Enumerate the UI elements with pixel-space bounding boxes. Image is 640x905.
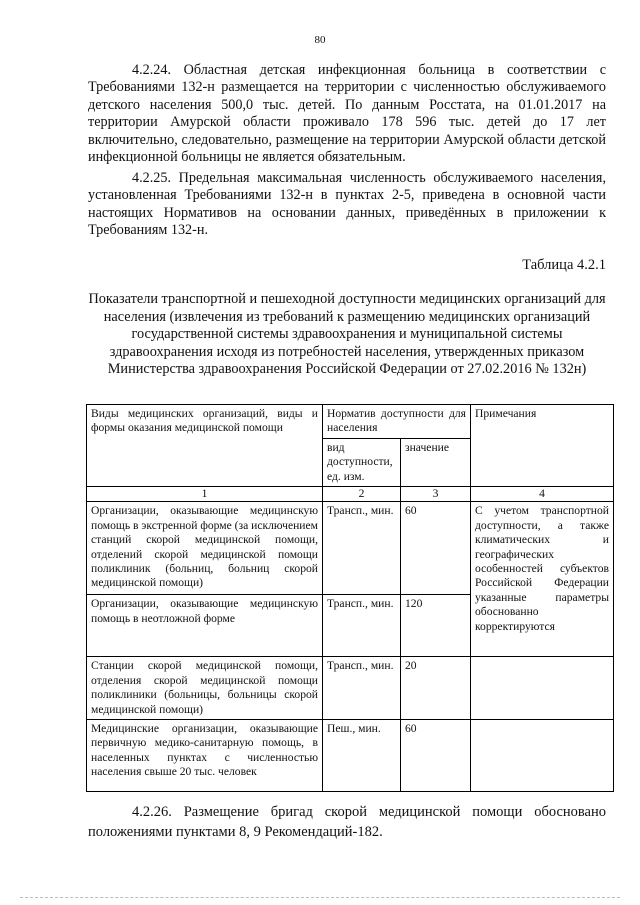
paragraph-text: 4.2.25. Предельная максимальная численность обслуживаемого населения, установленная Требованиями 132-н в пунктах 2-5, приведена в основной части настоящих Нормативов на основании данных, приведённых в приложении к Требованиям 132-н.: [88, 170, 606, 239]
header-norm: Норматив доступности для населения: [323, 405, 471, 439]
paragraph-text: 4.2.24. Областная детская инфекционная больница в соответствии с Требованиями 132-н размещается на территории с численностью обслуживаемого детского населения 500,0 тыс. детей. По данным Росстата, на 01.01.2017 на территории Амурской области проживало 178 596 тыс. детей до 17 лет включительно, следовательно, размещение на территории Амурской области детской инфекционной больницы не является обязательным.: [88, 62, 606, 166]
access-type-cell: Трансп., мин.: [323, 502, 401, 595]
accessibility-norms-table: [86, 404, 614, 792]
access-type-cell: Пеш., мин.: [323, 720, 401, 792]
paragraph-4-2-26: [88, 802, 606, 842]
table-title: Показатели транспортной и пешеходной доступности медицинских организаций для населения (извлечения из требований к размещению медицинских организаций государственной системы здравоохранения и муниципальной системы здравоохранения исходя из потребностей населения, утвержденных приказом Министерства здравоохранения Российской Федерации от 27.02.2016 № 132н): [88, 291, 606, 378]
table-row: [87, 657, 614, 720]
paragraph-4-2-24: [88, 62, 606, 166]
column-number-row: [87, 487, 614, 502]
value-cell: 120: [401, 595, 471, 657]
table-label: Таблица 4.2.1: [522, 257, 606, 273]
org-type-cell: Станции скорой медицинской помощи, отделения скорой медицинской помощи поликлиники (больницы, больницы скорой медицинской помощи): [87, 657, 323, 720]
header-notes: Примечания: [471, 405, 614, 487]
value-cell: 20: [401, 657, 471, 720]
notes-cell: С учетом транспортной доступности, а также климатических и географических особенностей субъектов Российской Федерации указанные параметры обоснованно корректируются: [471, 502, 614, 657]
column-number: 1: [87, 487, 323, 502]
page-number: 80: [314, 34, 326, 46]
table-header-row: [87, 405, 614, 439]
column-number: 4: [471, 487, 614, 502]
notes-cell-empty: [471, 720, 614, 792]
value-cell: 60: [401, 720, 471, 792]
header-access-type: вид доступности, ед. изм.: [323, 438, 401, 486]
paragraph-text: 4.2.26. Размещение бригад скорой медицинской помощи обосновано положениями пунктами 8, 9 Рекомендаций-182.: [88, 804, 606, 840]
org-type-cell: Медицинские организации, оказывающие первичную медико-санитарную помощь, в населенных пунктах с численностью населения свыше 20 тыс. человек: [87, 720, 323, 792]
table-row: [87, 502, 614, 595]
column-number: 3: [401, 487, 471, 502]
table-row: [87, 720, 614, 792]
access-type-cell: Трансп., мин.: [323, 657, 401, 720]
paragraph-4-2-25: [88, 170, 606, 240]
notes-cell-empty: [471, 657, 614, 720]
header-value: значение: [401, 438, 471, 486]
org-type-cell: Организации, оказывающие медицинскую помощь в экстренной форме (за исключением станций скорой медицинской помощи, отделений скорой медицинской помощи поликлиник (больниц, больниц скорой медицинской помощи): [87, 502, 323, 595]
access-type-cell: Трансп., мин.: [323, 595, 401, 657]
header-org-types: Виды медицинских организаций, виды и формы оказания медицинской помощи: [87, 405, 323, 487]
scan-edge-line: [20, 897, 620, 898]
value-cell: 60: [401, 502, 471, 595]
column-number: 2: [323, 487, 401, 502]
org-type-cell: Организации, оказывающие медицинскую помощь в неотложной форме: [87, 595, 323, 657]
